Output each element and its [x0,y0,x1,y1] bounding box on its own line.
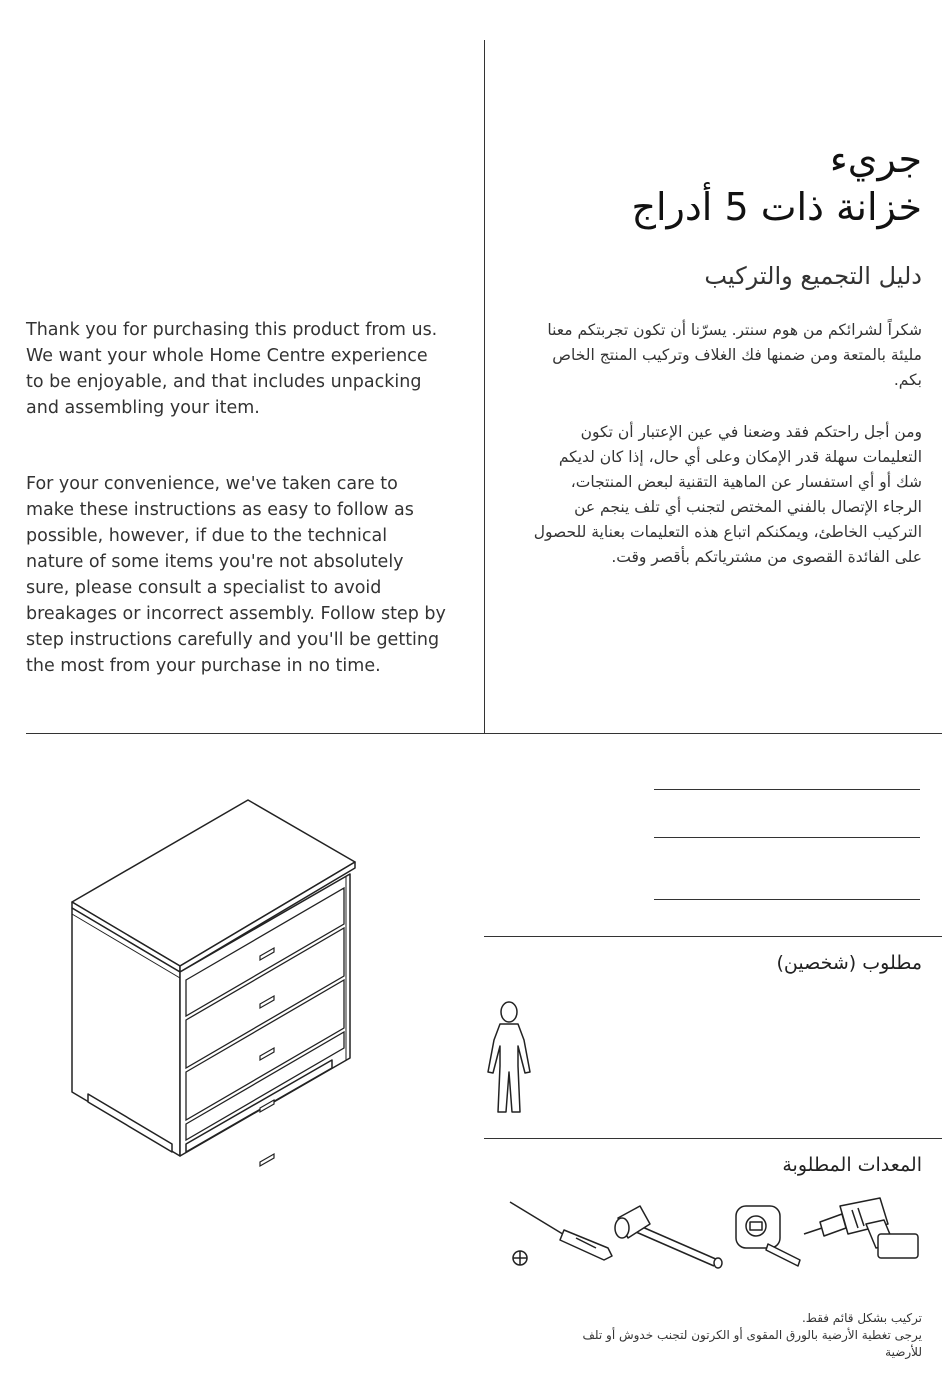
assembly-note [562,1310,922,1361]
tools-section-divider [484,1138,942,1139]
english-intro-paragraph-2: For your convenience, we've taken care to make these instructions as easy to follow as possible, however, if due to the technical nature of some items you're not absolutely sure, please consult a specialist to avoid breakages or incorrect assembly. Follow step by step instructions carefully and you'll be getting the most from your purchase in no time. [26,474,446,676]
blank-field-line-1 [654,789,920,790]
blank-field-line-3 [654,899,920,900]
product-name: جريء [829,137,922,181]
people-required-heading: مطلوب (شخصين) [776,952,922,974]
screwdriver-icon [500,1196,620,1276]
product-type: خزانة ذات 5 أدراج [631,185,922,229]
blank-field-line-2 [654,837,920,838]
chest-frame [60,862,360,1162]
tape-measure-icon [728,1198,808,1268]
people-section-divider [484,936,942,937]
mallet-icon [610,1200,730,1270]
column-divider [484,40,485,733]
tools-required-heading: المعدات المطلوبة [782,1154,922,1176]
person-icon [484,1000,534,1115]
power-drill-icon [800,1194,930,1264]
english-intro-paragraph-1: Thank you for purchasing this product from us. We want your whole Home Centre experience to be enjoyable, and that includes unpacking and assembling your item. [26,320,438,418]
product-title [631,135,922,231]
section-divider [26,733,942,734]
manual-title: دليل التجميع والتركيب [704,262,922,290]
assembly-note-line-1: تركيب بشكل قائم فقط. [801,1311,922,1325]
arabic-intro-paragraph-2: ومن أجل راحتكم فقد وضعنا في عين الإعتبار أن تكون التعليمات سهلة قدر الإمكان وعلى أي حال، إذا كان لديكم شك أو أي استفسار عن الماهية التقنية لبعض المنتجات، الرجاء الإتصال بالفني المختص لتجنب أي تلف ينجم عن التركيب الخاطئ، ويمكنكم اتباع هذه التعليمات بعناية للحصول على الفائدة القصوى من مشترياتكم بأقصر وقت. [533,423,922,566]
arabic-intro-paragraph-1: شكراً لشرائكم من هوم سنتر. يسرّنا أن تكون تجربتكم معنا مليئة بالمتعة ومن ضمنها فك الغلاف وتركيب المنتج الخاص بكم. [547,321,922,389]
assembly-note-line-2: يرجى تغطية الأرضية بالورق المقوى أو الكرتون لتجنب خدوش أو تلف للأرضية [582,1328,922,1359]
